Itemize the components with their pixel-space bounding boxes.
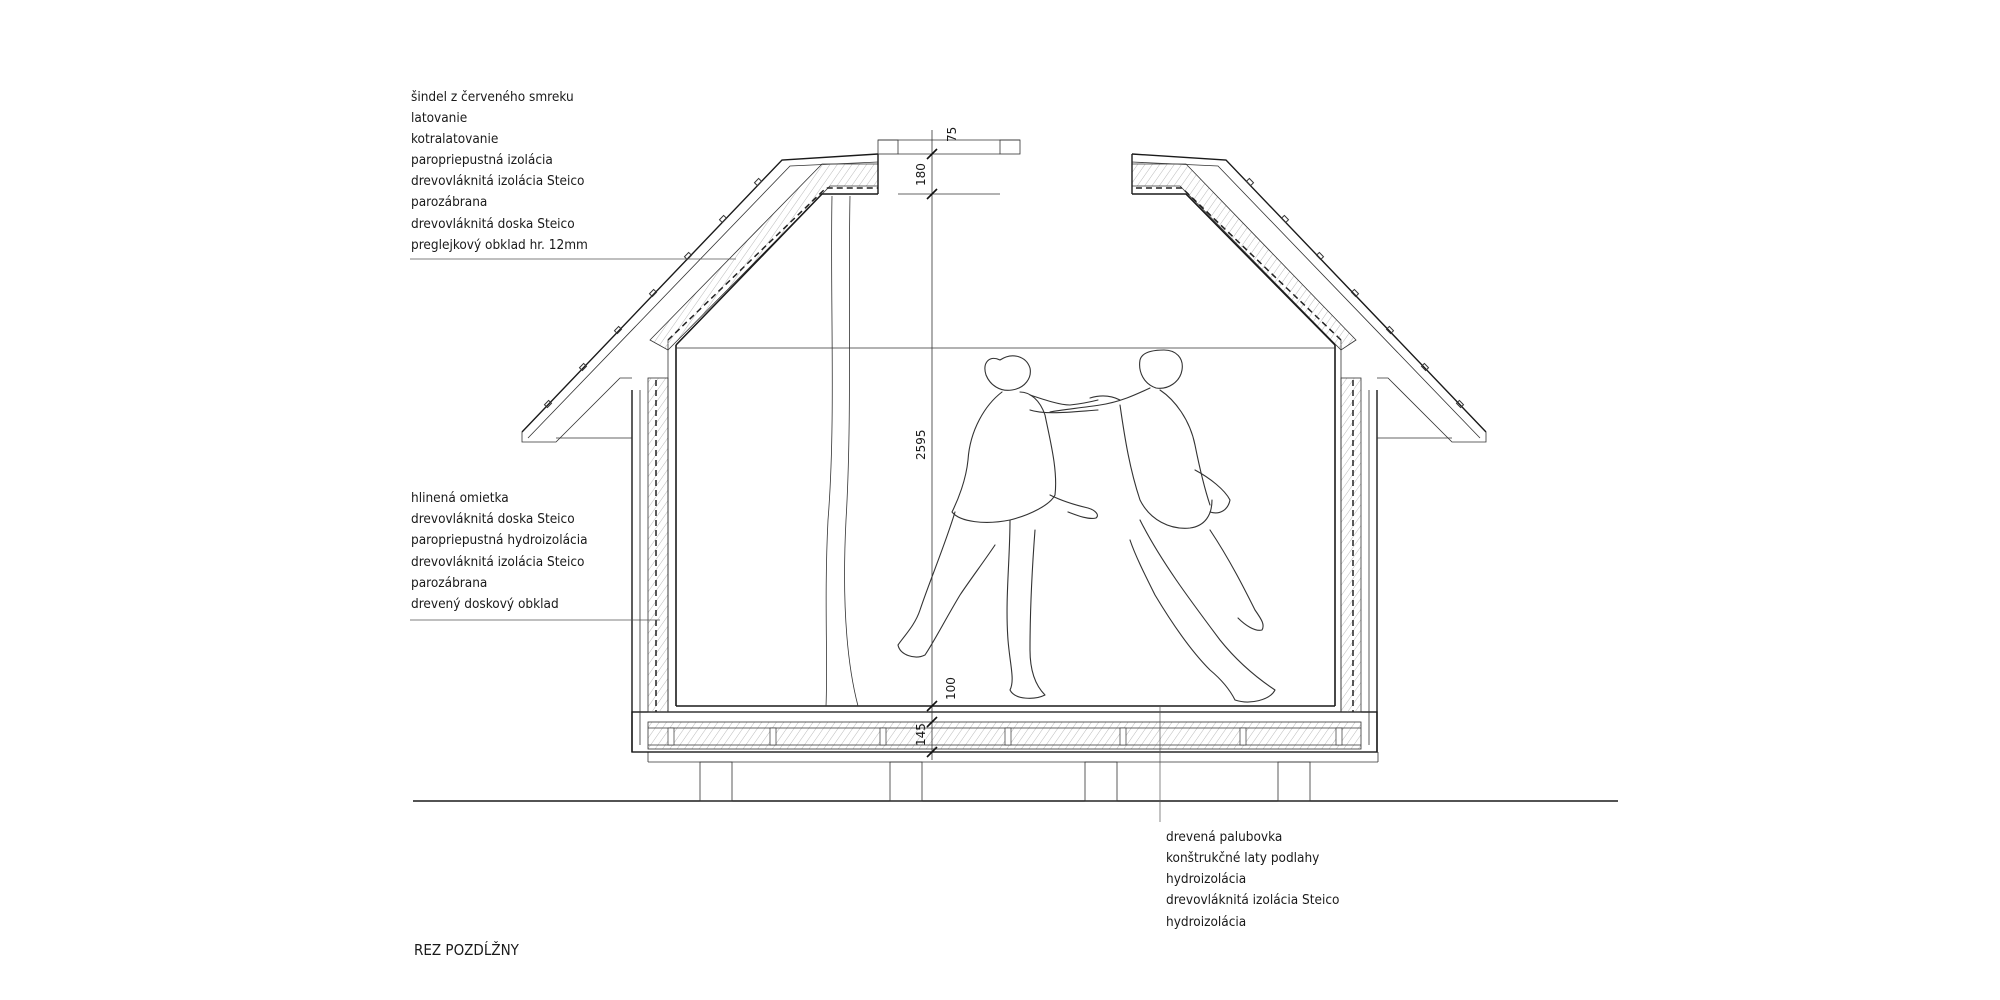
floor-structure [632,712,1377,752]
wall-layer-3: paropriepustná hydroizolácia [411,532,588,548]
wall-layers-legend [411,490,588,612]
roof-layer-7: drevovláknitá doska Steico [411,216,575,232]
right-wall [1335,340,1377,752]
floor-layer-5: hydroizolácia [1166,914,1247,930]
wall-layer-4: drevovláknitá izolácia Steico [411,554,585,570]
dim-roof-thickness: 180 [914,163,928,186]
left-wall [632,340,676,752]
floor-layer-1: drevená palubovka [1166,829,1283,845]
roof-layer-6: parozábrana [411,194,488,210]
wall-layer-5: parozábrana [411,575,488,591]
dim-clear-height: 2595 [914,429,928,460]
floor-layer-2: konštrukčné laty podlahy [1166,850,1320,866]
roof-layer-5: drevovláknitá izolácia Steico [411,173,585,189]
dim-floor-thickness: 145 [914,723,928,746]
roof-layer-2: latovanie [411,110,468,126]
dim-floor-top: 100 [944,677,958,700]
dim-skylight: 75 [945,126,959,142]
drawing-title: REZ POZDĹŽNY [414,941,519,959]
dimension-lines [927,130,937,760]
roof-layer-1: šindel z červeného smreku [411,89,574,105]
roof-layer-4: paropriepustná izolácia [411,152,553,168]
wall-layer-6: drevený doskový obklad [411,596,559,612]
floor-layer-4: drevovláknitá izolácia Steico [1166,892,1340,908]
roof-layer-8: preglejkový obklad hr. 12mm [411,237,588,253]
interior-column [826,196,858,706]
roof-layers-legend [411,89,588,253]
wrestling-figures-illustration [898,350,1275,702]
roof-layer-3: kotralatovanie [411,131,499,147]
wall-layer-1: hlinená omietka [411,490,509,506]
floor-layers-legend [1166,829,1339,930]
floor-layer-3: hydroizolácia [1166,871,1247,887]
foundation-posts [700,762,1310,801]
wall-layer-2: drevovláknitá doska Steico [411,511,575,527]
